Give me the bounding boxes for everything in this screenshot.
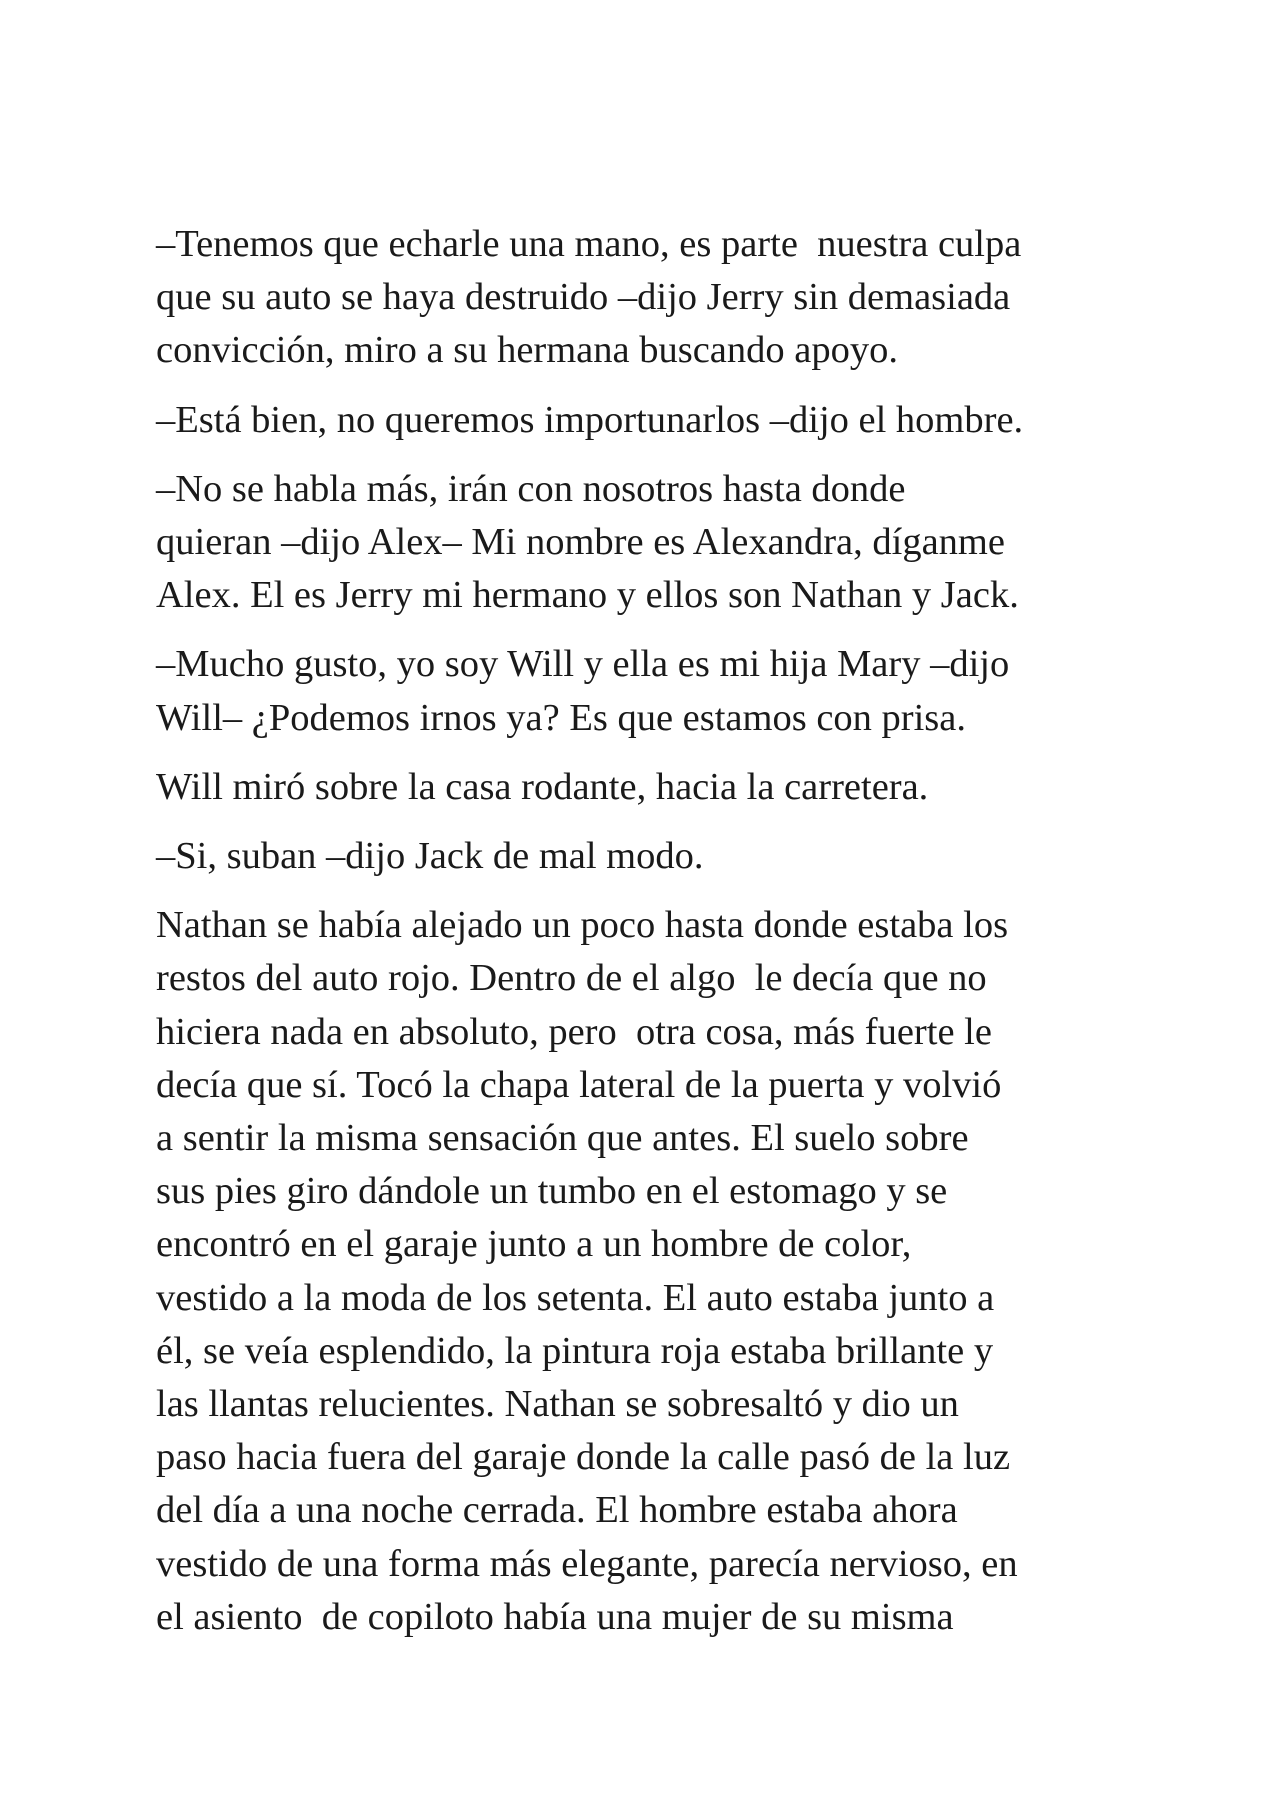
text-line: Will miró sobre la casa rodante, hacia la carretera. — [156, 765, 929, 808]
text-line: –Tenemos que echarle una mano, es parte nuestra culpa — [156, 223, 1022, 265]
text-line: Will– ¿Podemos irnos ya? Es que estamos con prisa. — [156, 696, 967, 739]
text-line: convicción, miro a su hermana buscando apoyo. — [156, 329, 898, 372]
text-line: él, se veía esplendido, la pintura roja estaba brillante y — [156, 1329, 994, 1372]
text-line: quieran –dijo Alex– Mi nombre es Alexandra, díganme — [156, 521, 1005, 564]
text-line: –Mucho gusto, yo soy Will y ella es mi hija Mary –dijo — [156, 643, 1010, 686]
text-line: Nathan se había alejado un poco hasta donde estaba los — [156, 904, 1009, 947]
text-line: Alex. El es Jerry mi hermano y ellos son Nathan y Jack. — [156, 574, 1019, 617]
paragraph — [156, 394, 1156, 447]
text-line: –Está bien, no queremos importunarlos –dijo el hombre. — [156, 398, 1024, 441]
paragraph — [156, 638, 1156, 744]
text-line: –No se habla más, irán con nosotros hasta donde — [156, 467, 906, 510]
text-line: encontró en el garaje junto a un hombre de color, — [156, 1223, 912, 1266]
text-line: el asiento de copiloto había una mujer de su misma — [156, 1595, 954, 1638]
text-line: vestido de una forma más elegante, parecía nervioso, en — [156, 1542, 1018, 1585]
text-line: las llantas relucientes. Nathan se sobresaltó y dio un — [156, 1383, 959, 1426]
paragraph — [156, 218, 1156, 378]
text-line: a sentir la misma sensación que antes. El suelo sobre — [156, 1117, 969, 1160]
paragraph — [156, 761, 1156, 814]
text-line: paso hacia fuera del garaje donde la calle pasó de la luz — [156, 1436, 1011, 1479]
text-line: sus pies giro dándole un tumbo en el estomago y se — [156, 1170, 948, 1213]
text-line: hiciera nada en absoluto, pero otra cosa, más fuerte le — [156, 1010, 992, 1053]
text-line: del día a una noche cerrada. El hombre estaba ahora — [156, 1489, 958, 1532]
text-line: que su auto se haya destruido –dijo Jerry sin demasiada — [156, 276, 1011, 319]
text-line: decía que sí. Tocó la chapa lateral de la puerta y volvió — [156, 1063, 1002, 1106]
paragraph — [156, 899, 1156, 1644]
paragraph — [156, 463, 1156, 623]
text-line: vestido a la moda de los setenta. El auto estaba junto a — [156, 1276, 995, 1319]
text-line: –Si, suban –dijo Jack de mal modo. — [156, 835, 704, 878]
paragraph — [156, 830, 1156, 883]
text-line: restos del auto rojo. Dentro de el algo le decía que no — [156, 957, 987, 1000]
body-text — [156, 218, 1156, 1660]
